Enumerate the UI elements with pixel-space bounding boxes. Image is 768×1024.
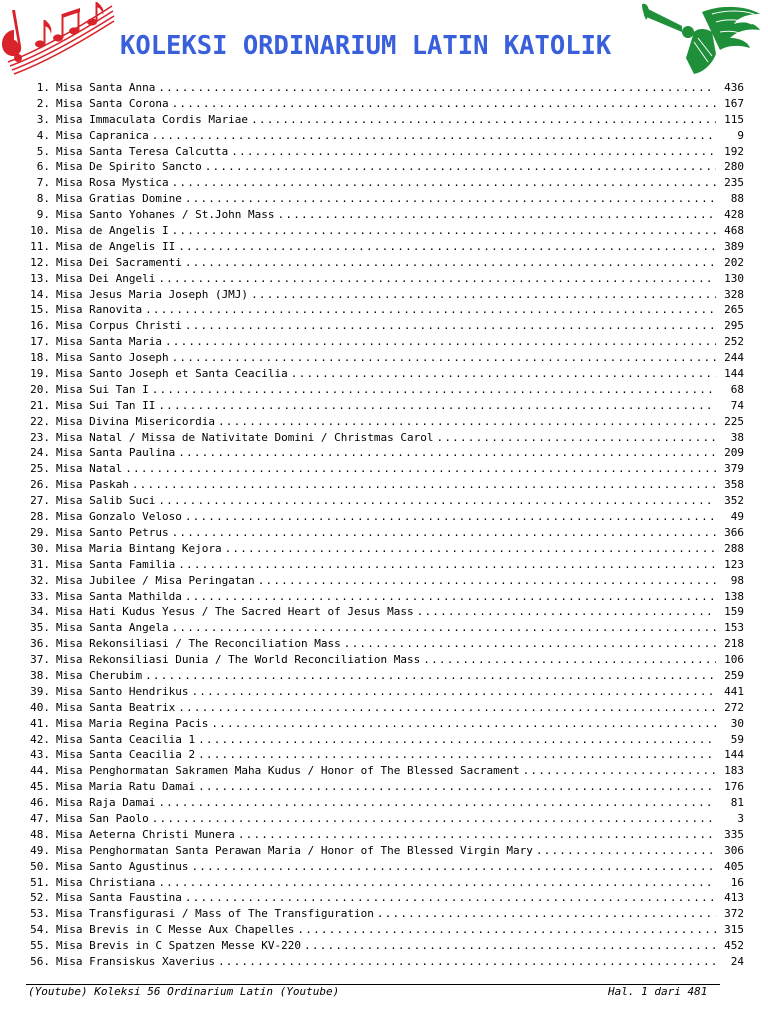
toc-entry-number: 52. [30,891,50,905]
toc-entry[interactable] [26,875,744,891]
toc-entry-page: 315 [724,923,744,937]
dot-leader [155,875,716,891]
toc-entry-page: 38 [730,430,744,444]
toc-entry-number: 18. [30,351,50,365]
toc-entry-number: 8. [36,192,50,206]
dot-leader [182,255,716,271]
toc-entry[interactable] [26,493,744,509]
dot-leader [169,96,716,112]
toc-entry-page: 16 [730,875,744,889]
toc-entry-title: Misa Brevis in C Spatzen Messe KV-220 [56,939,302,953]
dot-leader [195,747,716,763]
toc-entry-number: 28. [30,510,50,524]
dot-leader [520,763,716,779]
dot-leader [414,604,716,620]
toc-entry-page: 441 [724,684,744,698]
toc-entry-number: 16. [30,319,50,333]
dot-leader [533,843,716,859]
toc-entry-number: 1. [36,81,50,94]
toc-entry-page: 183 [724,764,744,778]
toc-entry-number: 47. [30,811,50,825]
toc-entry-number: 30. [30,541,50,555]
toc-entry-number: 39. [30,684,50,698]
toc-entry-page: 59 [730,732,744,746]
toc-entry-title: Misa Gratias Domine [56,192,182,206]
dot-leader [149,128,716,144]
toc-entry-title: Misa Santo Yohanes / St.John Mass [56,208,275,222]
toc-entry[interactable] [26,922,744,938]
toc-entry-title: Misa Jesus Maria Joseph (JMJ) [56,287,249,301]
toc-entry-number: 13. [30,271,50,285]
toc-entry-page: 24 [730,954,744,968]
toc-entry[interactable] [26,271,744,287]
dot-leader [215,954,716,970]
table-of-contents [26,80,744,970]
toc-entry[interactable] [26,779,744,795]
dot-leader [155,271,716,287]
toc-entry[interactable] [26,938,744,954]
dot-leader [175,239,716,255]
toc-entry-title: Misa Santo Agustinus [56,859,189,873]
toc-entry-title: Misa Ranovita [56,303,143,317]
toc-entry-page: 88 [730,192,744,206]
trumpet-angel-icon [642,2,764,78]
toc-entry-title: Misa Rosa Mystica [56,176,169,190]
toc-entry-title: Misa Santa Mathilda [56,589,182,603]
toc-entry-page: 235 [724,176,744,190]
toc-entry[interactable] [26,350,744,366]
page-title: KOLEKSI ORDINARIUM LATIN KATOLIK [120,31,612,61]
toc-entry-number: 3. [36,112,50,126]
toc-entry[interactable] [26,159,744,175]
toc-entry-title: Misa Santa Anna [56,81,156,94]
toc-entry-title: Misa Santa Paulina [56,446,176,460]
toc-entry-page: 335 [724,827,744,841]
toc-entry-page: 218 [724,637,744,651]
footer-source: (Youtube) Koleksi 56 Ordinarium Latin (Youtube) [28,985,340,998]
dot-leader [248,112,716,128]
toc-entry-page: 167 [724,96,744,110]
dot-leader [228,144,716,160]
toc-entry[interactable] [26,795,744,811]
dot-leader [195,732,716,748]
toc-entry-page: 413 [724,891,744,905]
toc-entry[interactable] [26,128,744,144]
toc-entry[interactable] [26,525,744,541]
toc-entry[interactable] [26,811,744,827]
toc-entry[interactable] [26,255,744,271]
toc-entry-page: 123 [724,557,744,571]
dot-leader [182,589,716,605]
toc-entry-number: 29. [30,525,50,539]
toc-entry-title: Misa Santa Angela [56,621,169,635]
toc-entry-page: 389 [724,239,744,253]
toc-entry-page: 138 [724,589,744,603]
toc-entry[interactable] [26,827,744,843]
toc-entry-number: 34. [30,605,50,619]
toc-entry-page: 192 [724,144,744,158]
toc-entry-number: 55. [30,939,50,953]
toc-entry-title: Misa Santa Beatrix [56,700,176,714]
toc-entry[interactable] [26,239,744,255]
toc-entry-page: 452 [724,939,744,953]
toc-entry-title: Misa Santa Ceacilia 2 [56,748,196,762]
toc-entry-number: 43. [30,748,50,762]
toc-entry-number: 14. [30,287,50,301]
dot-leader [175,557,716,573]
toc-entry[interactable] [26,80,744,96]
toc-entry-number: 17. [30,335,50,349]
toc-entry-number: 23. [30,430,50,444]
toc-entry-title: Misa Santo Joseph [56,351,169,365]
toc-entry-page: 176 [724,780,744,794]
toc-entry-title: Misa Raja Damai [56,796,156,810]
toc-entry-number: 12. [30,255,50,269]
toc-entry-number: 40. [30,700,50,714]
dot-leader [162,334,716,350]
toc-entry-page: 252 [724,335,744,349]
toc-entry[interactable] [26,763,744,779]
toc-entry-page: 372 [724,907,744,921]
toc-entry-number: 20. [30,382,50,396]
toc-entry-title: Misa De Spirito Sancto [56,160,202,174]
toc-entry-number: 35. [30,621,50,635]
toc-entry[interactable] [26,175,744,191]
toc-entry-number: 54. [30,923,50,937]
toc-entry-page: 280 [724,160,744,174]
toc-entry-number: 46. [30,796,50,810]
toc-entry[interactable] [26,604,744,620]
toc-entry-page: 144 [724,367,744,381]
dot-leader [195,779,716,795]
toc-entry[interactable] [26,859,744,875]
toc-entry-title: Misa Maria Bintang Kejora [56,541,222,555]
toc-entry-number: 32. [30,573,50,587]
dot-leader [188,859,716,875]
dot-leader [235,827,716,843]
dot-leader [169,350,716,366]
toc-entry[interactable] [26,716,744,732]
toc-entry-page: 358 [724,478,744,492]
toc-entry[interactable] [26,620,744,636]
toc-entry[interactable] [26,557,744,573]
dot-leader [288,366,716,382]
toc-entry-title: Misa Penghormatan Santa Perawan Maria / Honor of The Blessed Virgin Mary [56,843,533,857]
toc-entry[interactable] [26,398,744,414]
toc-entry-page: 115 [724,112,744,126]
toc-entry-title: Misa Sui Tan II [56,398,156,412]
toc-entry-number: 48. [30,827,50,841]
toc-entry-page: 3 [737,811,744,825]
dot-leader [122,461,716,477]
dot-leader [434,430,717,446]
toc-entry-page: 306 [724,843,744,857]
dot-leader [149,811,716,827]
toc-entry[interactable] [26,541,744,557]
dot-leader [142,668,716,684]
toc-entry-title: Misa Dei Sacramenti [56,255,182,269]
toc-entry-page: 98 [730,573,744,587]
toc-entry[interactable] [26,302,744,318]
toc-entry-number: 21. [30,398,50,412]
toc-entry[interactable] [26,732,744,748]
toc-entry-number: 49. [30,843,50,857]
toc-entry-title: Misa Fransiskus Xaverius [56,954,215,968]
toc-entry-number: 6. [36,160,50,174]
toc-entry-title: Misa Salib Suci [56,494,156,508]
toc-entry[interactable] [26,445,744,461]
toc-entry-page: 428 [724,208,744,222]
toc-entry-title: Misa Santa Familia [56,557,176,571]
toc-entry-title: Misa Divina Misericordia [56,414,215,428]
toc-entry-title: Misa Santa Teresa Calcutta [56,144,229,158]
toc-entry[interactable] [26,906,744,922]
toc-entry-number: 4. [36,128,50,142]
dot-leader [155,80,716,96]
toc-entry[interactable] [26,668,744,684]
toc-entry[interactable] [26,890,744,906]
toc-entry-title: Misa Penghormatan Sakramen Maha Kudus / Honor of The Blessed Sacrament [56,764,520,778]
dot-leader [255,573,716,589]
toc-entry-number: 51. [30,875,50,889]
toc-entry-number: 42. [30,732,50,746]
toc-entry[interactable] [26,207,744,223]
toc-entry-number: 26. [30,478,50,492]
toc-entry-title: Misa Maria Ratu Damai [56,780,196,794]
toc-entry-title: Misa Rekonsiliasi / The Reconciliation Mass [56,637,341,651]
toc-entry-title: Misa Santa Faustina [56,891,182,905]
toc-entry-title: Misa Maria Regina Pacis [56,716,209,730]
dot-leader [155,795,716,811]
toc-entry-page: 9 [737,128,744,142]
toc-entry-number: 33. [30,589,50,603]
toc-entry-page: 68 [730,382,744,396]
toc-entry-page: 259 [724,668,744,682]
toc-entry[interactable] [26,589,744,605]
toc-entry-number: 53. [30,907,50,921]
dot-leader [182,191,716,207]
toc-entry-page: 202 [724,255,744,269]
toc-entry-page: 288 [724,541,744,555]
toc-entry-page: 49 [730,510,744,524]
toc-entry-title: Misa Capranica [56,128,149,142]
toc-entry-title: Misa Natal / Missa de Nativitate Domini / Christmas Carol [56,430,434,444]
toc-entry-page: 144 [724,748,744,762]
toc-entry[interactable] [26,223,744,239]
dot-leader [222,541,716,557]
toc-entry[interactable] [26,636,744,652]
music-notes-icon [0,0,115,75]
toc-entry-number: 27. [30,494,50,508]
dot-leader [149,382,716,398]
toc-entry-title: Misa Santo Hendrikus [56,684,189,698]
toc-entry-page: 436 [724,81,744,94]
toc-entry-page: 272 [724,700,744,714]
dot-leader [169,175,716,191]
toc-entry-number: 25. [30,462,50,476]
dot-leader [129,477,716,493]
toc-entry-title: Misa Gonzalo Veloso [56,510,182,524]
toc-entry-number: 37. [30,653,50,667]
toc-entry-title: Misa Santo Joseph et Santa Ceacilia [56,367,288,381]
dot-leader [275,207,716,223]
dot-leader [182,509,716,525]
toc-entry-page: 153 [724,621,744,635]
toc-entry[interactable] [26,96,744,112]
toc-entry[interactable] [26,652,744,668]
toc-entry-title: Misa Rekonsiliasi Dunia / The World Reconciliation Mass [56,653,421,667]
dot-leader [341,636,716,652]
toc-entry-page: 244 [724,351,744,365]
dot-leader [169,223,716,239]
toc-entry[interactable] [26,700,744,716]
toc-entry-page: 81 [730,796,744,810]
toc-entry-title: Misa Corpus Christi [56,319,182,333]
toc-entry-page: 366 [724,525,744,539]
toc-entry-number: 5. [36,144,50,158]
toc-entry-number: 41. [30,716,50,730]
toc-entry[interactable] [26,843,744,859]
toc-entry-page: 468 [724,224,744,238]
toc-entry-title: Misa Jubilee / Misa Peringatan [56,573,255,587]
dot-leader [374,906,716,922]
toc-entry[interactable] [26,430,744,446]
toc-entry-title: Misa de Angelis II [56,239,176,253]
toc-entry-title: Misa Dei Angeli [56,271,156,285]
toc-entry[interactable] [26,334,744,350]
dot-leader [215,414,716,430]
toc-entry-title: Misa de Angelis I [56,224,169,238]
toc-entry[interactable] [26,573,744,589]
dot-leader [188,684,716,700]
dot-leader [169,620,716,636]
toc-entry-title: Misa San Paolo [56,811,149,825]
toc-entry-page: 295 [724,319,744,333]
toc-entry-number: 36. [30,637,50,651]
dot-leader [202,159,716,175]
toc-entry-number: 50. [30,859,50,873]
dot-leader [155,398,716,414]
toc-entry-number: 10. [30,224,50,238]
dot-leader [208,716,716,732]
dot-leader [248,287,716,303]
toc-entry-number: 2. [36,96,50,110]
toc-entry-title: Misa Christiana [56,875,156,889]
toc-entry[interactable] [26,414,744,430]
toc-entry-title: Misa Santa Maria [56,335,162,349]
dot-leader [155,493,716,509]
toc-entry-number: 7. [36,176,50,190]
dot-leader [294,922,716,938]
dot-leader [175,445,716,461]
toc-entry-number: 9. [36,208,50,222]
toc-entry-number: 15. [30,303,50,317]
toc-entry[interactable] [26,747,744,763]
toc-entry-page: 74 [730,398,744,412]
toc-entry-title: Misa Santa Ceacilia 1 [56,732,196,746]
page-header [0,0,768,80]
toc-entry[interactable] [26,318,744,334]
toc-entry[interactable] [26,684,744,700]
toc-entry-title: Misa Aeterna Christi Munera [56,827,235,841]
dot-leader [420,652,716,668]
toc-entry-number: 44. [30,764,50,778]
toc-entry-title: Misa Sui Tan I [56,382,149,396]
toc-entry[interactable] [26,144,744,160]
toc-entry[interactable] [26,382,744,398]
toc-entry-title: Misa Cherubim [56,668,143,682]
toc-entry[interactable] [26,477,744,493]
toc-entry-title: Misa Hati Kudus Yesus / The Sacred Heart of Jesus Mass [56,605,414,619]
toc-entry-number: 56. [30,954,50,968]
toc-entry-title: Misa Santo Petrus [56,525,169,539]
toc-entry-page: 328 [724,287,744,301]
toc-entry-page: 352 [724,494,744,508]
toc-entry-title: Misa Natal [56,462,123,476]
toc-entry-number: 22. [30,414,50,428]
toc-entry-page: 159 [724,605,744,619]
toc-entry-number: 24. [30,446,50,460]
toc-entry[interactable] [26,509,744,525]
toc-entry-page: 130 [724,271,744,285]
dot-leader [142,302,716,318]
toc-entry-number: 11. [30,239,50,253]
toc-entry-title: Misa Brevis in C Messe Aux Chapelles [56,923,295,937]
dot-leader [182,318,716,334]
toc-entry-page: 209 [724,446,744,460]
toc-entry[interactable] [26,287,744,303]
toc-entry[interactable] [26,366,744,382]
toc-entry-page: 379 [724,462,744,476]
toc-entry-page: 405 [724,859,744,873]
toc-entry-title: Misa Transfigurasi / Mass of The Transfiguration [56,907,374,921]
toc-entry[interactable] [26,461,744,477]
toc-entry-title: Misa Santa Corona [56,96,169,110]
toc-entry[interactable] [26,191,744,207]
toc-entry[interactable] [26,112,744,128]
toc-entry-number: 45. [30,780,50,794]
dot-leader [301,938,716,954]
toc-entry-page: 225 [724,414,744,428]
toc-entry-page: 265 [724,303,744,317]
dot-leader [169,525,716,541]
footer-page-number: Hal. 1 dari 481 [608,985,708,998]
toc-entry-page: 30 [730,716,744,730]
toc-entry-title: Misa Immaculata Cordis Mariae [56,112,249,126]
dot-leader [175,700,716,716]
toc-entry-title: Misa Paskah [56,478,129,492]
toc-entry-number: 19. [30,367,50,381]
toc-entry[interactable] [26,954,744,970]
dot-leader [182,890,716,906]
toc-entry-page: 106 [724,653,744,667]
toc-entry-number: 31. [30,557,50,571]
toc-entry-number: 38. [30,668,50,682]
